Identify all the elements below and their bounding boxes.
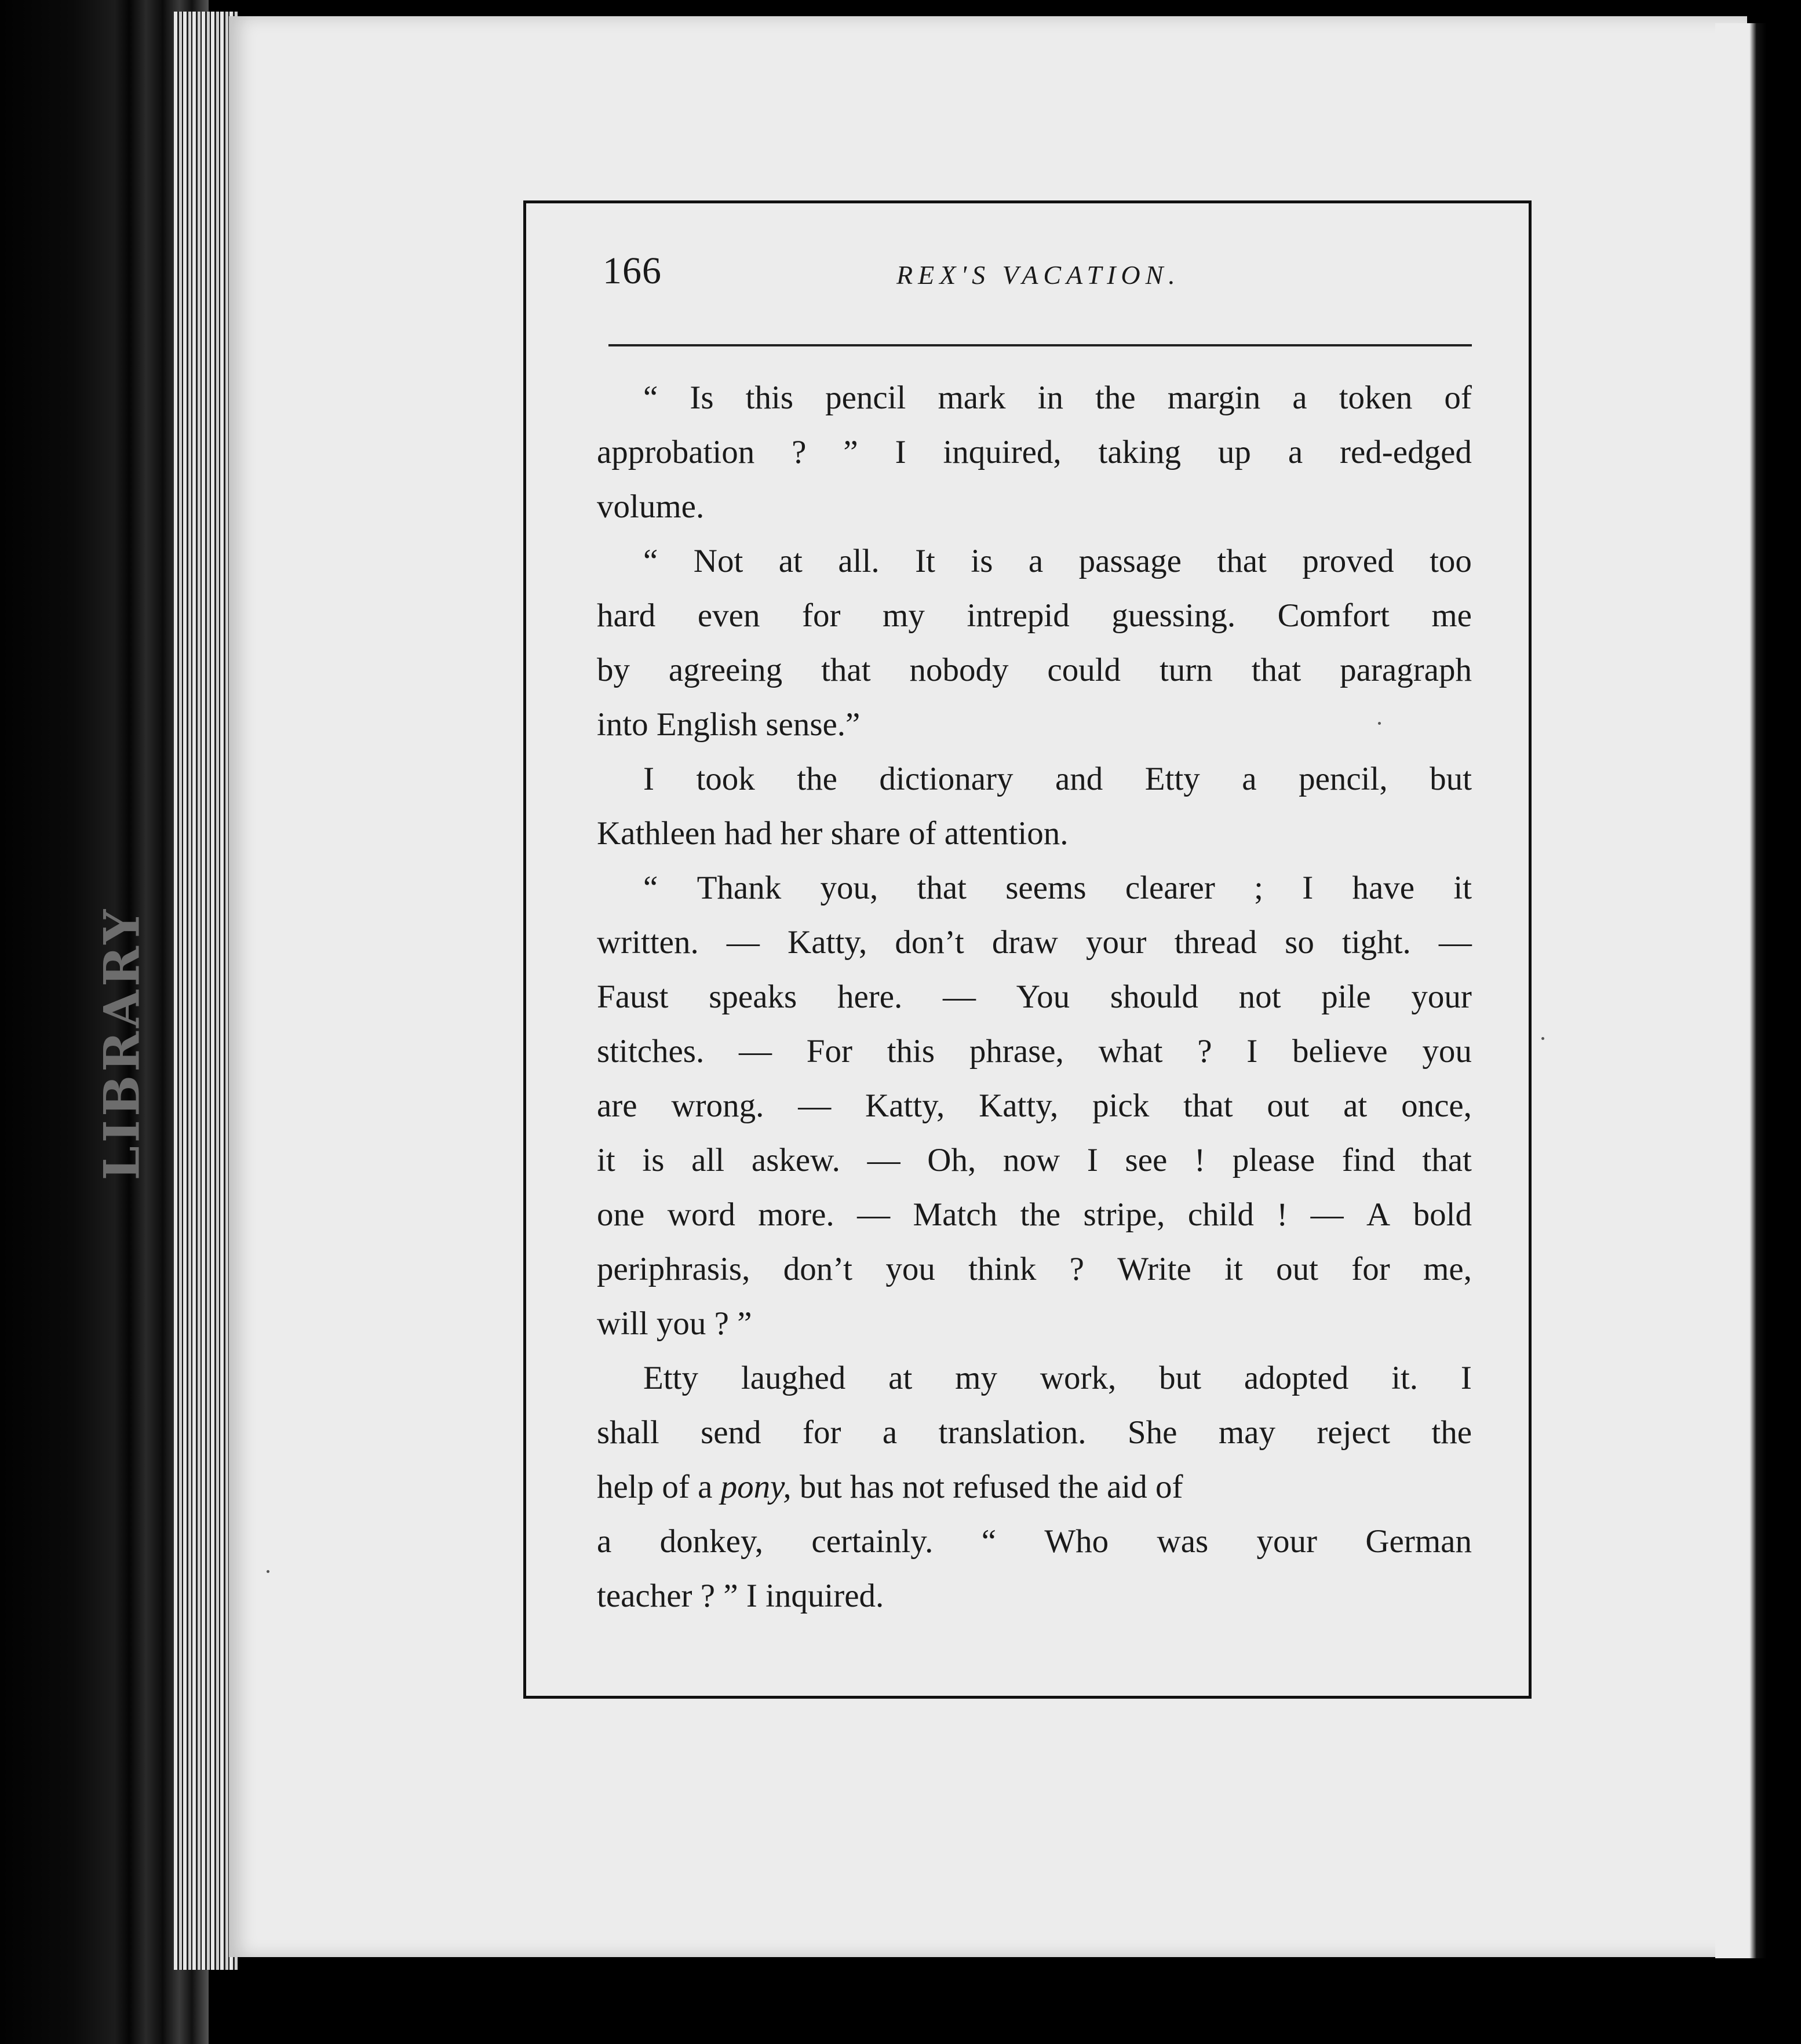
word: one [597, 1196, 645, 1233]
text-line [597, 1351, 1472, 1406]
header-rule [608, 344, 1472, 346]
word: your [1411, 979, 1472, 1015]
word: — [857, 1196, 891, 1233]
word: I [895, 434, 906, 470]
word: believe [1292, 1033, 1388, 1070]
word: that [1422, 1142, 1472, 1178]
word: taking [1098, 434, 1182, 470]
word: Faust [597, 979, 669, 1015]
word: turn [1159, 652, 1213, 688]
text-line [597, 1024, 1472, 1079]
word: send [701, 1414, 761, 1451]
text-line [597, 534, 1472, 589]
word: You [1016, 979, 1070, 1015]
page-header [603, 249, 1472, 319]
word: mark [938, 379, 1006, 416]
word: bold [1413, 1196, 1472, 1233]
word: all [691, 1142, 725, 1178]
word: you [885, 1251, 935, 1287]
word: She [1127, 1414, 1177, 1451]
word: by [597, 652, 630, 688]
text-line [597, 1133, 1472, 1188]
word: ; [1254, 870, 1263, 906]
word: adopted [1244, 1360, 1349, 1396]
word: I [643, 761, 654, 797]
text-line [597, 643, 1472, 698]
paragraph [597, 752, 1472, 861]
word: this [745, 379, 793, 416]
word: — [1438, 924, 1472, 961]
word: translation. [938, 1414, 1087, 1451]
text-line [597, 861, 1472, 915]
word: Comfort [1277, 597, 1390, 634]
word: margin [1167, 379, 1261, 416]
word: — [943, 979, 976, 1015]
word: work, [1040, 1360, 1117, 1396]
word: phrase, [969, 1033, 1064, 1070]
word: the [797, 761, 837, 797]
word: a [1028, 543, 1044, 579]
word: ? [1069, 1251, 1084, 1287]
word: may [1218, 1414, 1275, 1451]
word: wrong. [671, 1087, 764, 1124]
text-line [597, 752, 1472, 806]
word: here. [837, 979, 903, 1015]
word: me, [1423, 1251, 1472, 1287]
paragraph [597, 1351, 1472, 1623]
word: I [1246, 1033, 1258, 1070]
italic-word: pony, [720, 1469, 792, 1505]
word: of [1444, 379, 1472, 416]
word: reject [1317, 1414, 1390, 1451]
word: for [802, 1414, 841, 1451]
word: so [1285, 924, 1314, 961]
word: your [1256, 1523, 1318, 1560]
word: Etty [1144, 761, 1200, 797]
word: more. [758, 1196, 834, 1233]
word: For [806, 1033, 852, 1070]
word: Who [1044, 1523, 1109, 1560]
word: once, [1401, 1087, 1472, 1124]
word: stitches. [597, 1033, 705, 1070]
word: “ [981, 1523, 996, 1560]
word: it. [1391, 1360, 1419, 1396]
word: please [1232, 1142, 1315, 1178]
word: A [1366, 1196, 1391, 1233]
word: all. [838, 543, 880, 579]
word: could [1047, 652, 1121, 688]
word: “ [643, 543, 658, 579]
word: seems [1005, 870, 1087, 906]
word: that [821, 652, 871, 688]
word: German [1365, 1523, 1472, 1560]
word: me [1431, 597, 1472, 634]
word: dictionary [879, 761, 1013, 797]
word: written. [597, 924, 699, 961]
word: speaks [709, 979, 797, 1015]
word: but [1159, 1360, 1201, 1396]
text-line-with-italic [597, 1460, 1472, 1514]
word: Match [913, 1196, 998, 1233]
word: it [597, 1142, 615, 1178]
text-line [597, 1188, 1472, 1242]
word: have [1352, 870, 1415, 906]
word: the [1431, 1414, 1472, 1451]
spine-label-text: LIBRARY [93, 906, 151, 1180]
word: at [1343, 1087, 1368, 1124]
word: should [1110, 979, 1198, 1015]
word: draw [991, 924, 1058, 961]
word: ” [843, 434, 858, 470]
word: find [1341, 1142, 1395, 1178]
text-line [597, 915, 1472, 970]
text-segment: help of a [597, 1469, 721, 1505]
word: certainly. [811, 1523, 934, 1560]
running-head: REX'S VACATION. [896, 260, 1180, 290]
word: is [971, 543, 993, 579]
word: out [1267, 1087, 1310, 1124]
word: pile [1321, 979, 1371, 1015]
word: donkey, [659, 1523, 764, 1560]
word: for [1351, 1251, 1390, 1287]
word: — [726, 924, 760, 961]
word: ? [1197, 1033, 1212, 1070]
word: — [1310, 1196, 1344, 1233]
word: — [739, 1033, 772, 1070]
word: but [1430, 761, 1472, 797]
word: a [1242, 761, 1257, 797]
word: inquired, [943, 434, 1062, 470]
word: askew. [751, 1142, 840, 1178]
word: that [1217, 543, 1267, 579]
word: out [1276, 1251, 1318, 1287]
word: not [1238, 979, 1281, 1015]
word: at [888, 1360, 913, 1396]
word: you [1422, 1033, 1472, 1070]
text-line: volume. [597, 488, 705, 525]
word: — [798, 1087, 832, 1124]
word: at [778, 543, 803, 579]
facing-page-edge [1715, 23, 1801, 1958]
word: I [1302, 870, 1314, 906]
word: Katty, [865, 1087, 945, 1124]
word: Katty, [788, 924, 867, 961]
word: that [917, 870, 967, 906]
word: laughed [741, 1360, 846, 1396]
word: agreeing [668, 652, 783, 688]
word: hard [597, 597, 656, 634]
word: now [1002, 1142, 1060, 1178]
word: too [1430, 543, 1472, 579]
paragraph [597, 371, 1472, 534]
word: child [1187, 1196, 1254, 1233]
word: a [1288, 434, 1303, 470]
word: token [1339, 379, 1413, 416]
word: in [1037, 379, 1063, 416]
spine-label [87, 637, 156, 1448]
word: that [1251, 652, 1301, 688]
word: don’t [783, 1251, 852, 1287]
word: intrepid [967, 597, 1070, 634]
word: ! [1277, 1196, 1288, 1233]
word: ! [1194, 1142, 1206, 1178]
word: are [597, 1087, 637, 1124]
text-line: teacher ? ” I inquired. [597, 1578, 884, 1614]
word: — [867, 1142, 901, 1178]
word: Is [690, 379, 714, 416]
word: that [1183, 1087, 1233, 1124]
word: I [1087, 1142, 1098, 1178]
word: proved [1302, 543, 1394, 579]
text-line: will you ? ” [597, 1305, 752, 1342]
word: clearer [1125, 870, 1215, 906]
text-segment: but has not refused the aid of [791, 1469, 1183, 1505]
text-line: into English sense.” [597, 706, 861, 743]
paper-speck [267, 1570, 269, 1573]
word: a [882, 1414, 898, 1451]
word: was [1157, 1523, 1209, 1560]
page-number: 166 [603, 250, 662, 292]
word: what [1098, 1033, 1163, 1070]
word: Write [1117, 1251, 1191, 1287]
word: pencil, [1299, 761, 1388, 797]
paper-speck [1541, 1037, 1544, 1040]
word: passage [1078, 543, 1182, 579]
word: ? [792, 434, 807, 470]
word: the [1020, 1196, 1061, 1233]
word: pick [1092, 1087, 1150, 1124]
word: a [1292, 379, 1307, 416]
page-edges [174, 12, 238, 1970]
word: pencil [825, 379, 906, 416]
word: for [802, 597, 841, 634]
word: took [696, 761, 755, 797]
word: Etty [643, 1360, 698, 1396]
word: see [1125, 1142, 1168, 1178]
word: red-edged [1340, 434, 1472, 470]
word: Not [693, 543, 743, 579]
word: my [883, 597, 925, 634]
word: this [887, 1033, 935, 1070]
word: you, [820, 870, 878, 906]
text-line [597, 1242, 1472, 1297]
word: periphrasis, [597, 1251, 750, 1287]
word: it [1453, 870, 1472, 906]
paper-speck [1378, 722, 1381, 725]
word: “ [643, 870, 658, 906]
word: paragraph [1340, 652, 1472, 688]
word: Katty, [979, 1087, 1059, 1124]
text-line [597, 1079, 1472, 1133]
word: guessing. [1111, 597, 1236, 634]
text-line [597, 1406, 1472, 1460]
word: my [955, 1360, 997, 1396]
word: your [1085, 924, 1147, 961]
text-line [597, 371, 1472, 425]
text-line [597, 589, 1472, 643]
word: Oh, [927, 1142, 976, 1178]
text-line: Kathleen had her share of attention. [597, 815, 1069, 852]
word: stripe, [1083, 1196, 1165, 1233]
word: and [1055, 761, 1103, 797]
word: approbation [597, 434, 755, 470]
word: Thank [697, 870, 782, 906]
word: don’t [895, 924, 964, 961]
paragraph [597, 534, 1472, 752]
word: a [597, 1523, 612, 1560]
body-text [597, 371, 1472, 1623]
word: It [915, 543, 935, 579]
word: is [642, 1142, 665, 1178]
word: think [968, 1251, 1037, 1287]
word: shall [597, 1414, 659, 1451]
word: the [1095, 379, 1136, 416]
word: nobody [909, 652, 1009, 688]
word: “ [643, 379, 658, 416]
word: up [1217, 434, 1251, 470]
word: it [1224, 1251, 1243, 1287]
word: tight. [1342, 924, 1411, 961]
text-line [597, 1514, 1472, 1569]
text-line [597, 425, 1472, 480]
word: word [667, 1196, 735, 1233]
word: I [1460, 1360, 1472, 1396]
word: even [697, 597, 760, 634]
text-line [597, 970, 1472, 1024]
word: thread [1174, 924, 1257, 961]
paragraph [597, 861, 1472, 1351]
